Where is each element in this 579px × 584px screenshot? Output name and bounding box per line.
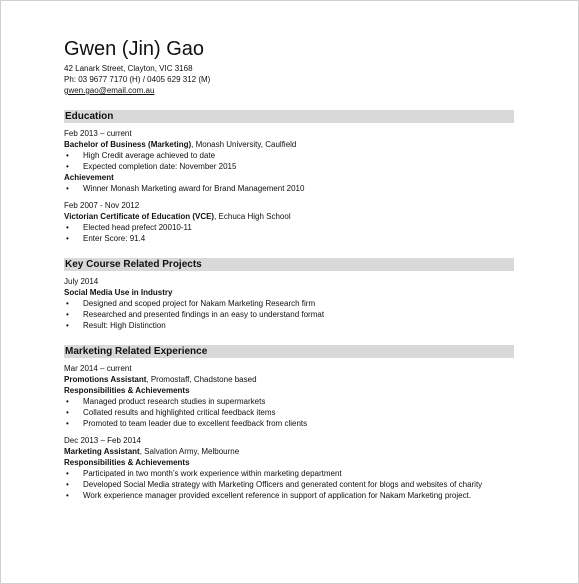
education-dates: Feb 2013 – current xyxy=(64,129,132,138)
list-item: • Developed Social Media strategy with Marketing Officers and generated content for blogs and websites of charity xyxy=(64,479,514,490)
section-header-education: Education xyxy=(64,110,514,123)
phone: Ph: 03 9677 7170 (H) / 0405 629 312 (M) xyxy=(64,75,211,84)
achievement-bullets xyxy=(64,183,514,194)
organization-name: , Promostaff, Chadstone based xyxy=(146,375,257,384)
section-header-projects: Key Course Related Projects xyxy=(64,258,514,271)
responsibilities-label: Responsibilities & Achievements xyxy=(64,458,190,467)
experience-role-line xyxy=(64,374,514,385)
education-degree-line xyxy=(64,139,514,150)
address: 42 Lanark Street, Clayton, VIC 3168 xyxy=(64,64,193,73)
degree-name: Bachelor of Business (Marketing) xyxy=(64,140,192,149)
experience-role-line xyxy=(64,446,514,457)
list-item: • Promoted to team leader due to excellent feedback from clients xyxy=(64,418,514,429)
list-item: • Managed product research studies in supermarkets xyxy=(64,396,514,407)
institution-name: , Monash University, Caulfield xyxy=(191,140,297,149)
experience-dates: Mar 2014 – current xyxy=(64,364,132,373)
education-bullets xyxy=(64,150,514,172)
experience-bullets xyxy=(64,396,514,429)
list-item: • Designed and scoped project for Nakam Marketing Research firm xyxy=(64,298,514,309)
list-item: • Expected completion date: November 2015 xyxy=(64,161,514,172)
organization-name: , Salvation Army, Melbourne xyxy=(139,447,240,456)
project-dates: July 2014 xyxy=(64,277,99,286)
experience-dates: Dec 2013 – Feb 2014 xyxy=(64,436,141,445)
candidate-name: Gwen (Jin) Gao xyxy=(64,38,205,60)
degree-name: Victorian Certificate of Education (VCE) xyxy=(64,212,215,221)
education-dates: Feb 2007 - Nov 2012 xyxy=(64,201,140,210)
list-item: • Work experience manager provided excellent reference in support of application for Nakam Marketing project. xyxy=(64,490,514,501)
project-name: Social Media Use in Industry xyxy=(64,288,173,297)
role-title: Marketing Assistant xyxy=(64,447,140,456)
list-item: • Researched and presented findings in an easy to understand format xyxy=(64,309,514,320)
list-item: • Result: High Distinction xyxy=(64,320,514,331)
institution-name: , Echuca High School xyxy=(214,212,291,221)
achievement-label: Achievement xyxy=(64,173,114,182)
project-bullets xyxy=(64,298,514,331)
education-bullets xyxy=(64,222,514,244)
list-item: • Winner Monash Marketing award for Brand Management 2010 xyxy=(64,183,514,194)
list-item: • Elected head prefect 20010-11 xyxy=(64,222,514,233)
email-link[interactable]: gwen.gao@email.com.au xyxy=(64,86,155,95)
list-item: • Collated results and highlighted critical feedback items xyxy=(64,407,514,418)
list-item: • High Credit average achieved to date xyxy=(64,150,514,161)
role-title: Promotions Assistant xyxy=(64,375,147,384)
experience-bullets xyxy=(64,468,514,501)
section-header-experience: Marketing Related Experience xyxy=(64,345,514,358)
list-item: • Participated in two month’s work experience within marketing department xyxy=(64,468,514,479)
resume-content xyxy=(64,37,514,501)
education-degree-line xyxy=(64,211,514,222)
list-item: • Enter Score: 91.4 xyxy=(64,233,514,244)
responsibilities-label: Responsibilities & Achievements xyxy=(64,386,190,395)
